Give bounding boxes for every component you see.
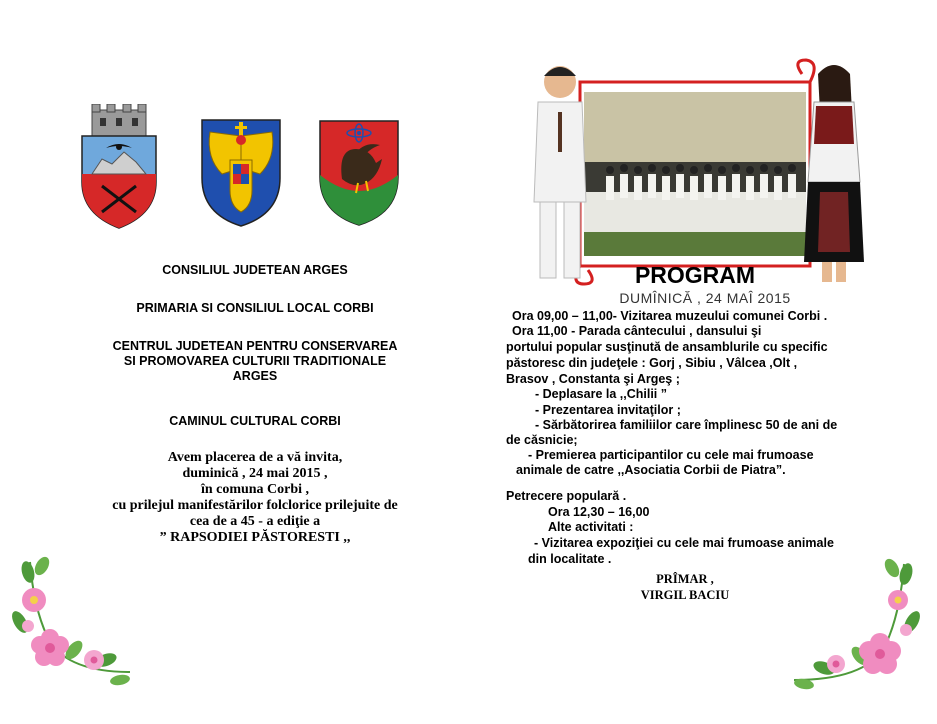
org-mayor-office: PRIMARIA SI CONSILIUL LOCAL CORBI: [136, 301, 374, 315]
program-line: - Premierea participantilor cu cele mai frumoase: [528, 448, 814, 462]
program-line: - Deplasare la ,,Chilii ”: [535, 387, 667, 401]
invitation-line: ” RAPSODIEI PĂSTORESTI ,,: [159, 530, 351, 545]
program-line: Petrecere populară .: [506, 489, 627, 503]
arges-crest-icon: [318, 119, 400, 227]
org-culture-center: [60, 339, 450, 384]
program-line: portului popular susţinută de ansamblurile cu specific: [506, 340, 828, 354]
signature-title: PRÎMAR ,: [656, 572, 714, 586]
invitation-line: duminică , 24 mai 2015 ,: [182, 466, 328, 481]
org-culture-center-line2: SI PROMOVAREA CULTURII TRADITIONALE: [123, 354, 387, 368]
org-culture-center-line3: ARGES: [232, 369, 278, 383]
program-line: Brasov , Constanta şi Argeş ;: [506, 372, 680, 386]
flower-corner-right-icon: [784, 556, 924, 696]
program-date: DUMÎNICĂ , 24 MAÎ 2015: [619, 290, 791, 306]
romania-crest-icon: [200, 118, 282, 228]
program-line: - Sărbătorirea familiilor care împlinesc 50 de ani de: [535, 418, 838, 432]
invitation-line: în comuna Corbi ,: [200, 482, 310, 497]
ensemble-banner-icon: [520, 52, 890, 288]
invitation-line: cea de a 45 - a ediţie a: [189, 514, 321, 529]
signature-name: VIRGIL BACIU: [640, 588, 730, 602]
program-title: PROGRAM: [634, 262, 756, 288]
invitation-text: [70, 450, 440, 546]
program-line: Ora 12,30 – 16,00: [548, 505, 650, 519]
invitation-line: cu prilejul manifestărilor folclorice prilejuite de: [112, 498, 398, 513]
corbi-crest-icon: [80, 104, 158, 230]
program-line: animale de catre ,,Asociatia Corbii de Piatra”.: [516, 463, 786, 477]
org-culture-center-line1: CENTRUL JUDETEAN PENTRU CONSERVAREA: [112, 339, 398, 353]
program-line: - Vizitarea expoziţiei cu cele mai frumoase animale: [534, 536, 834, 550]
program-line: Ora 09,00 – 11,00- Vizitarea muzeului comunei Corbi .: [512, 309, 828, 323]
org-cultural-house: CAMINUL CULTURAL CORBI: [169, 414, 341, 428]
signature-block: [620, 571, 750, 603]
program-line: Ora 11,00 - Parada cântecului , dansului şi: [512, 324, 762, 338]
program-line: de căsnicie;: [506, 433, 578, 447]
program-line: Alte activitati :: [548, 520, 634, 534]
program-line: - Prezentarea invitaţilor ;: [535, 403, 681, 417]
program-line: din localitate .: [528, 552, 612, 566]
flower-corner-left-icon: [10, 552, 150, 692]
invitation-line: Avem placerea de a vă invita,: [167, 450, 343, 465]
org-county-council: CONSILIUL JUDETEAN ARGES: [162, 263, 348, 277]
program-line: păstoresc din judeţele : Gorj , Sibiu , Vâlcea ,Olt ,: [506, 356, 798, 370]
